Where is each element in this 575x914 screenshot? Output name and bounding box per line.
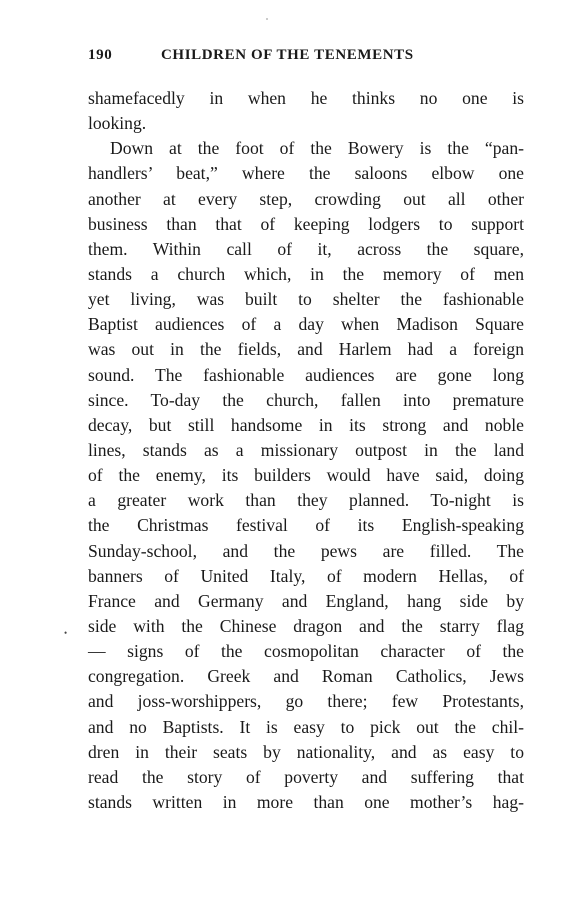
text-line: since. To-day the church, fallen into premature xyxy=(88,389,524,410)
body-text xyxy=(88,86,524,815)
page-header xyxy=(88,47,524,69)
page-number: 190 xyxy=(88,47,113,63)
margin-mark: • xyxy=(64,628,68,638)
text-line: Baptist audiences of a day when Madison Square xyxy=(88,314,524,335)
text-line: handlers’ beat,” where the saloons elbow one xyxy=(88,163,524,184)
text-line: stands a church which, in the memory of men xyxy=(88,263,524,284)
text-line: side with the Chinese dragon and the starry flag xyxy=(88,615,524,636)
text-line: Sunday-school, and the pews are filled. The xyxy=(88,540,524,561)
text-line: read the story of poverty and suffering that xyxy=(88,766,524,787)
text-line: shamefacedly in when he thinks no one is xyxy=(88,88,524,108)
text-line: yet living, was built to shelter the fashionable xyxy=(88,289,524,310)
text-line: lines, stands as a missionary outpost in the land xyxy=(88,439,524,460)
text-line: banners of United Italy, of modern Hellas, of xyxy=(88,565,524,586)
text-line: looking. xyxy=(88,113,147,134)
text-line: another at every step, crowding out all other xyxy=(88,188,524,209)
text-line: congregation. Greek and Roman Catholics, Jews xyxy=(88,666,524,687)
text-line: sound. The fashionable audiences are gone long xyxy=(88,364,524,385)
text-line: was out in the fields, and Harlem had a foreign xyxy=(88,339,524,360)
text-line: Down at the foot of the Bowery is the “pan- xyxy=(110,138,524,159)
text-line: them. Within call of it, across the square, xyxy=(88,238,524,259)
text-line: the Christmas festival of its English-speaking xyxy=(88,515,524,536)
paper-speck xyxy=(266,18,268,20)
text-line: decay, but still handsome in its strong and noble xyxy=(88,414,524,435)
text-line: a greater work than they planned. To-night is xyxy=(88,490,524,511)
text-line: and joss-worshippers, go there; few Protestants, xyxy=(88,691,524,712)
text-line: and no Baptists. It is easy to pick out the chil- xyxy=(88,716,524,737)
text-line: of the enemy, its builders would have said, doing xyxy=(88,465,524,486)
text-line: business than that of keeping lodgers to support xyxy=(88,213,524,234)
running-title: CHILDREN OF THE TENEMENTS xyxy=(161,47,414,63)
text-line: stands written in more than one mother’s hag- xyxy=(88,791,524,812)
text-line: — signs of the cosmopolitan character of the xyxy=(88,641,524,662)
text-line: dren in their seats by nationality, and as easy to xyxy=(88,741,524,762)
text-line: France and Germany and England, hang side by xyxy=(88,590,524,611)
